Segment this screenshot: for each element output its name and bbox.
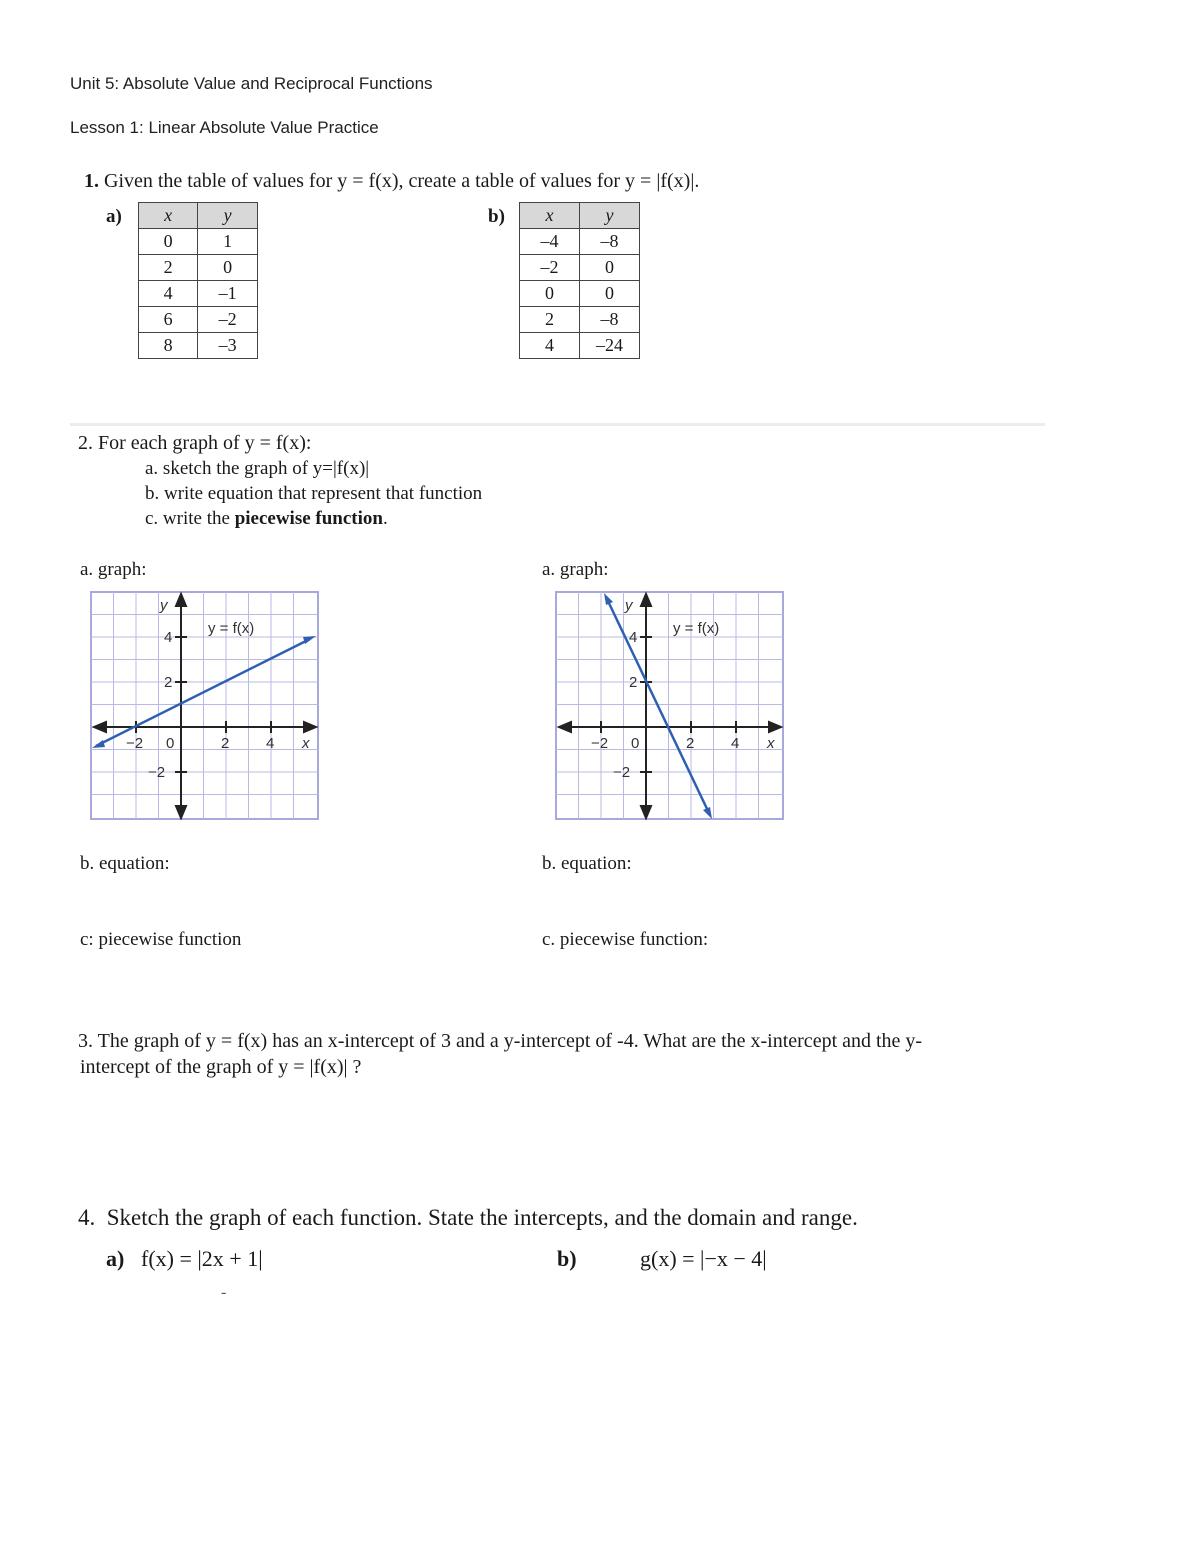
cell-x: 4 (520, 333, 580, 359)
cell-y: 0 (579, 281, 639, 307)
cell-y: –3 (198, 333, 258, 359)
cell-y: 1 (198, 229, 258, 255)
right-piecewise-label: c. piecewise function: (542, 929, 709, 950)
cell-y: –8 (579, 307, 639, 333)
q1-table-b (519, 202, 640, 359)
right-equation-label: b. equation: (542, 853, 632, 874)
stray-mark: - (221, 1284, 227, 1301)
tick-label-x4: 4 (266, 735, 275, 752)
cell-y: –2 (198, 307, 258, 333)
tick-label-y2: 2 (164, 674, 173, 691)
table-row (139, 255, 258, 281)
cell-y: 0 (579, 255, 639, 281)
x-axis-label: x (302, 735, 310, 752)
left-piecewise-label: c: piecewise function (80, 929, 242, 950)
tick-label-origin: 0 (631, 735, 640, 752)
y-axis-label: y (625, 597, 633, 614)
y-axis-label: y (160, 597, 168, 614)
cell-x: 6 (139, 307, 198, 333)
lesson-title: Lesson 1: Linear Absolute Value Practice (70, 118, 379, 137)
cell-x: 2 (520, 307, 580, 333)
tick-label-yneg2: −2 (148, 764, 166, 781)
tick-label-origin: 0 (166, 735, 175, 752)
cell-y: 0 (198, 255, 258, 281)
table-row (520, 307, 640, 333)
tick-label-xneg2: −2 (126, 735, 144, 752)
function-label: y = f(x) (673, 620, 720, 637)
q4-b-function: g(x) = |−x − 4| (640, 1246, 767, 1271)
col-x-header: x (139, 203, 198, 229)
grid (556, 592, 783, 819)
q4-prompt (78, 1205, 858, 1231)
q1-prompt (84, 170, 699, 193)
q2-intro: 2. For each graph of y = f(x): (78, 432, 312, 454)
q4-text: Sketch the graph of each function. State the intercepts, and the domain and range. (106, 1205, 858, 1230)
q2-item-a: a. sketch the graph of y=|f(x)| (145, 458, 370, 479)
q2-item-b: b. write equation that represent that function (145, 483, 483, 504)
cell-x: 2 (139, 255, 198, 281)
table-row (520, 281, 640, 307)
q4-a-function: f(x) = |2x + 1| (141, 1246, 263, 1271)
cell-y: –1 (198, 281, 258, 307)
cell-x: –2 (520, 255, 580, 281)
cell-x: 0 (520, 281, 580, 307)
cell-x: 8 (139, 333, 198, 359)
q3-line2: intercept of the graph of y = |f(x)| ? (80, 1056, 362, 1078)
table-row (139, 229, 258, 255)
q2-item-c (145, 508, 388, 530)
q4-number: 4. (78, 1205, 96, 1230)
tick-label-y4: 4 (629, 629, 638, 646)
table-row (520, 229, 640, 255)
col-y-header: y (198, 203, 258, 229)
x-axis-label: x (767, 735, 775, 752)
right-graph (555, 591, 785, 821)
q1-a-label: a) (106, 206, 122, 227)
q1-table-a (138, 202, 258, 359)
unit-title: Unit 5: Absolute Value and Reciprocal Functions (70, 74, 433, 93)
function-label: y = f(x) (208, 620, 255, 637)
col-y-header: y (579, 203, 639, 229)
q1-text: Given the table of values for y = f(x), create a table of values for y = |f(x)|. (104, 170, 700, 192)
left-graph-label: a. graph: (80, 559, 147, 580)
left-graph (90, 591, 320, 821)
table-row (139, 281, 258, 307)
section-divider (70, 423, 1045, 426)
right-graph-label: a. graph: (542, 559, 609, 580)
tick-label-x2: 2 (221, 735, 230, 752)
grid (91, 592, 318, 819)
q2-item-c-pre: c. write the (145, 508, 235, 529)
q4-b-label: b) (557, 1246, 577, 1271)
cell-x: 0 (139, 229, 198, 255)
tick-label-yneg2: −2 (613, 764, 631, 781)
cell-x: 4 (139, 281, 198, 307)
q2-item-c-post: . (382, 508, 388, 529)
tick-label-y4: 4 (164, 629, 173, 646)
q1-number: 1. (84, 170, 99, 192)
table-row (139, 333, 258, 359)
table-row (520, 255, 640, 281)
tick-label-x2: 2 (686, 735, 695, 752)
tick-label-y2: 2 (629, 674, 638, 691)
cell-y: –24 (579, 333, 639, 359)
q3-line1: 3. The graph of y = f(x) has an x-intercept of 3 and a y-intercept of -4. What are the x-intercept and the y- (78, 1030, 923, 1052)
left-equation-label: b. equation: (80, 853, 170, 874)
tick-label-x4: 4 (731, 735, 740, 752)
cell-y: –8 (579, 229, 639, 255)
q2-item-c-bold: piecewise function (234, 508, 383, 529)
q1-b-label: b) (488, 206, 505, 227)
table-row (520, 333, 640, 359)
q4-a-label: a) (106, 1246, 125, 1271)
table-row (139, 307, 258, 333)
tick-label-xneg2: −2 (591, 735, 609, 752)
col-x-header: x (520, 203, 580, 229)
cell-x: –4 (520, 229, 580, 255)
